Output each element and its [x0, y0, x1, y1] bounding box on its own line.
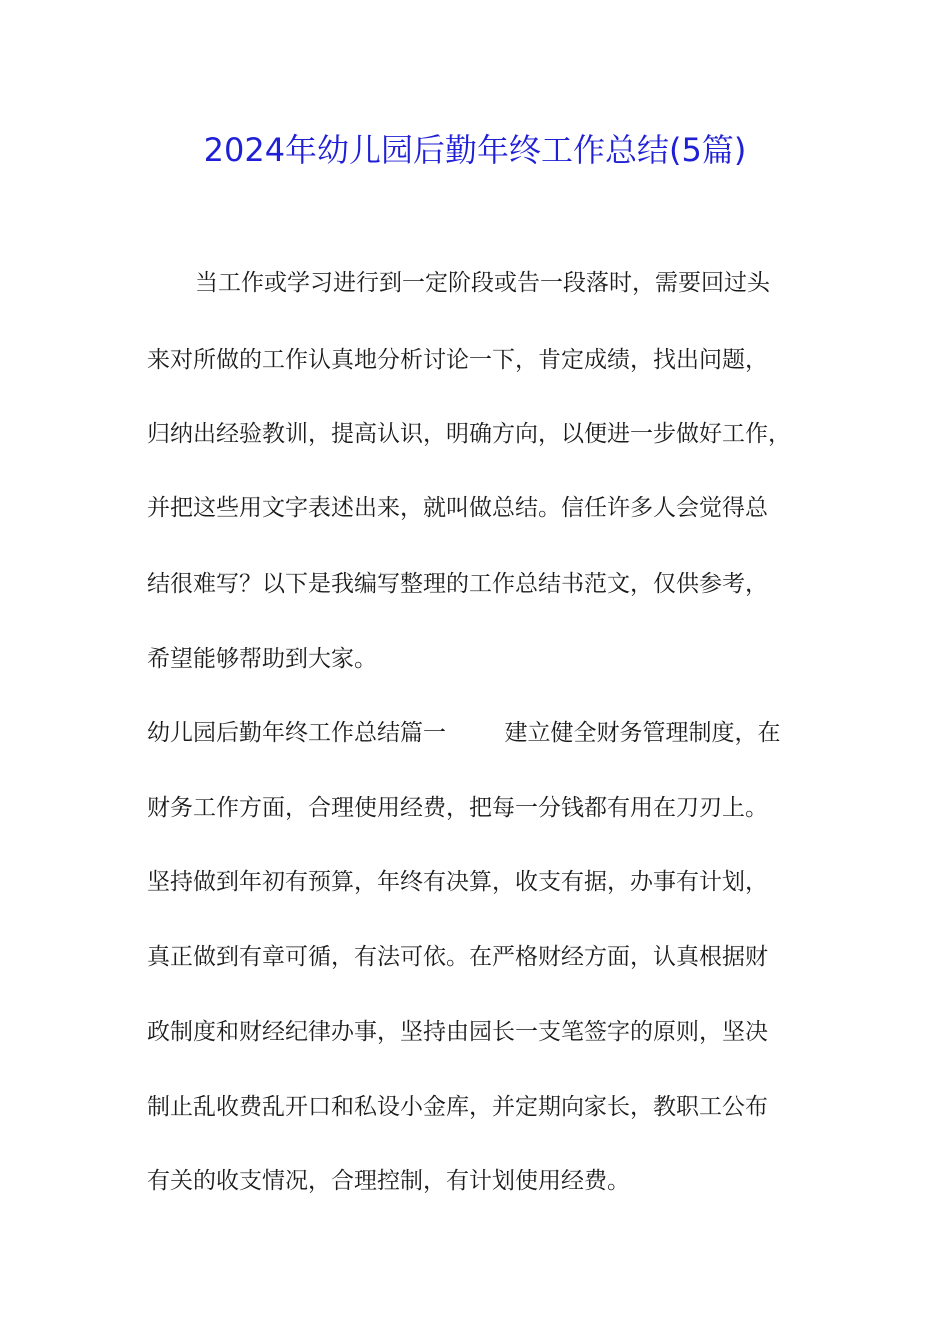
section-line: 有关的收支情况，合理控制，有计划使用经费。: [147, 1168, 630, 1194]
section-line: 财务工作方面，合理使用经费，把每一分钱都有用在刀刃上。: [147, 795, 768, 821]
intro-line: 结很难写？以下是我编写整理的工作总结书范文，仅供参考，: [147, 571, 768, 597]
intro-line: 并把这些用文字表述出来，就叫做总结。信任许多人会觉得总: [147, 495, 768, 521]
intro-line: 归纳出经验教训，提高认识，明确方向，以便进一步做好工作，: [147, 421, 791, 447]
intro-line: 来对所做的工作认真地分析讨论一下，肯定成绩，找出问题，: [147, 347, 768, 373]
intro-line: 当工作或学习进行到一定阶段或告一段落时，需要回过头: [195, 270, 770, 296]
document-title: 2024年幼儿园后勤年终工作总结(5篇): [203, 131, 747, 169]
section-line: 坚持做到年初有预算，年终有决算，收支有据，办事有计划，: [147, 869, 768, 895]
section-line: 制止乱收费乱开口和私设小金库，并定期向家长，教职工公布: [147, 1094, 768, 1120]
intro-line: 希望能够帮助到大家。: [147, 646, 377, 672]
section-line: 幼儿园后勤年终工作总结篇一 建立健全财务管理制度，在: [147, 720, 781, 746]
section-line: 真正做到有章可循，有法可依。在严格财经方面，认真根据财: [147, 944, 768, 970]
section-line: 政制度和财经纪律办事，坚持由园长一支笔签字的原则，坚决: [147, 1019, 768, 1045]
